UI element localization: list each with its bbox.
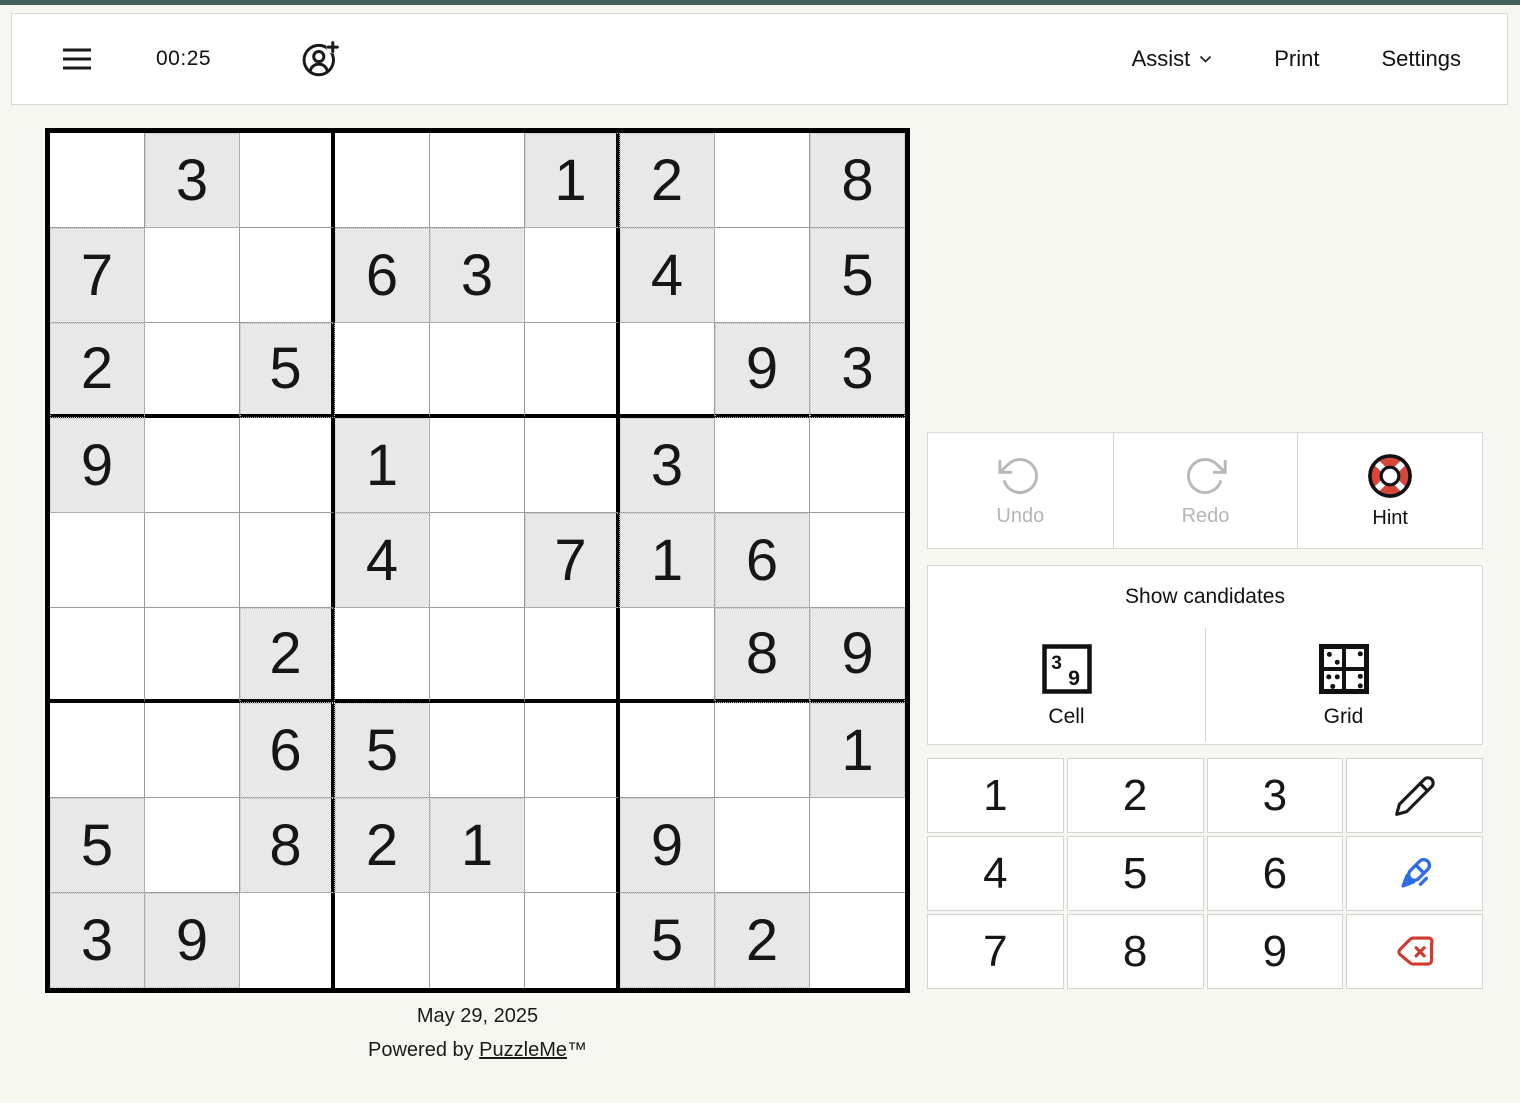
- hint-button[interactable]: [1297, 433, 1482, 548]
- cell-candidates-icon: [1040, 642, 1094, 696]
- numpad: [927, 758, 1483, 989]
- sudoku-cell-r9c5[interactable]: [430, 893, 525, 988]
- sudoku-cell-r7c6[interactable]: [525, 703, 620, 798]
- puzzleme-link[interactable]: PuzzleMe: [479, 1039, 567, 1061]
- sudoku-cell-r7c9[interactable]: 1: [810, 703, 905, 798]
- sudoku-cell-r8c5[interactable]: 1: [430, 798, 525, 893]
- sudoku-cell-r5c4[interactable]: 4: [335, 513, 430, 608]
- sudoku-cell-r4c1[interactable]: 9: [50, 418, 145, 513]
- sudoku-cell-r6c2[interactable]: [145, 608, 240, 703]
- digit-key-8[interactable]: 8: [1067, 914, 1204, 989]
- sudoku-cell-r4c6[interactable]: [525, 418, 620, 513]
- settings-button[interactable]: Settings: [1381, 46, 1461, 71]
- sudoku-cell-r3c3[interactable]: 5: [240, 323, 335, 418]
- add-player-button[interactable]: [299, 38, 341, 80]
- pen-key[interactable]: [1346, 836, 1483, 911]
- digit-key-1[interactable]: 1: [927, 758, 1064, 833]
- assist-label: Assist: [1131, 46, 1191, 71]
- sudoku-cell-r1c8[interactable]: [715, 133, 810, 228]
- erase-icon: [1393, 930, 1437, 974]
- redo-icon: [1183, 454, 1227, 498]
- sudoku-cell-r8c1[interactable]: 5: [50, 798, 145, 893]
- sudoku-cell-r1c6[interactable]: 1: [525, 133, 620, 228]
- sudoku-cell-r7c4[interactable]: 5: [335, 703, 430, 798]
- sudoku-cell-r7c2[interactable]: [145, 703, 240, 798]
- show-candidates-title: Show candidates: [1125, 585, 1285, 608]
- person-add-icon: [299, 38, 341, 80]
- sudoku-cell-r7c1[interactable]: [50, 703, 145, 798]
- sudoku-cell-r6c4[interactable]: [335, 608, 430, 703]
- candidates-options: [928, 626, 1482, 744]
- undo-label: Undo: [996, 504, 1045, 527]
- sudoku-cell-r5c8[interactable]: 6: [715, 513, 810, 608]
- redo-label: Redo: [1181, 504, 1230, 527]
- sudoku-cell-r3c8[interactable]: 9: [715, 323, 810, 418]
- sudoku-cell-r8c6[interactable]: [525, 798, 620, 893]
- sudoku-cell-r3c1[interactable]: 2: [50, 323, 145, 418]
- sudoku-cell-r1c2[interactable]: 3: [145, 133, 240, 228]
- sudoku-cell-r5c5[interactable]: [430, 513, 525, 608]
- sudoku-cell-r6c1[interactable]: [50, 608, 145, 703]
- menu-button[interactable]: [60, 45, 94, 73]
- sudoku-cell-r5c2[interactable]: [145, 513, 240, 608]
- sudoku-cell-r1c5[interactable]: [430, 133, 525, 228]
- sudoku-cell-r2c5[interactable]: 3: [430, 228, 525, 323]
- top-accent-strip: [0, 0, 1520, 5]
- board-footer: [45, 999, 910, 1067]
- hint-label: Hint: [1372, 506, 1408, 529]
- puzzle-date: May 29, 2025: [416, 1005, 539, 1027]
- sudoku-cell-r1c1[interactable]: [50, 133, 145, 228]
- sudoku-cell-r7c8[interactable]: [715, 703, 810, 798]
- actions-bar: [927, 432, 1483, 549]
- sudoku-cell-r9c3[interactable]: [240, 893, 335, 988]
- timer: 00:25: [156, 47, 212, 70]
- sudoku-cell-r8c8[interactable]: [715, 798, 810, 893]
- sudoku-cell-r8c3[interactable]: 8: [240, 798, 335, 893]
- digit-key-6[interactable]: 6: [1207, 836, 1344, 911]
- pencil-key[interactable]: [1346, 758, 1483, 833]
- sudoku-cell-r4c8[interactable]: [715, 418, 810, 513]
- trademark: ™: [566, 1039, 587, 1061]
- assist-menu[interactable]: [1132, 46, 1213, 72]
- sudoku-cell-r6c7[interactable]: [620, 608, 715, 703]
- digit-key-7[interactable]: 7: [927, 914, 1064, 989]
- sudoku-cell-r9c8[interactable]: 2: [715, 893, 810, 988]
- sudoku-board: [45, 128, 910, 993]
- sudoku-cell-r5c3[interactable]: [240, 513, 335, 608]
- chevron-down-icon: [1199, 55, 1212, 64]
- sudoku-cell-r4c4[interactable]: 1: [335, 418, 430, 513]
- sudoku-cell-r3c4[interactable]: [335, 323, 430, 418]
- sudoku-cell-r8c2[interactable]: [145, 798, 240, 893]
- show-candidates-panel: [927, 565, 1483, 745]
- sudoku-cell-r2c1[interactable]: 7: [50, 228, 145, 323]
- sudoku-cell-r4c5[interactable]: [430, 418, 525, 513]
- sudoku-cell-r2c2[interactable]: [145, 228, 240, 323]
- digit-key-2[interactable]: 2: [1067, 758, 1204, 833]
- sudoku-cell-r5c1[interactable]: [50, 513, 145, 608]
- sudoku-cell-r5c7[interactable]: 1: [620, 513, 715, 608]
- sudoku-cell-r4c7[interactable]: 3: [620, 418, 715, 513]
- digit-key-3[interactable]: 3: [1207, 758, 1344, 833]
- digit-key-5[interactable]: 5: [1067, 836, 1204, 911]
- sudoku-cell-r1c4[interactable]: [335, 133, 430, 228]
- header: [11, 13, 1508, 105]
- powered-by-prefix: Powered by: [368, 1039, 480, 1061]
- sudoku-cell-r4c9[interactable]: [810, 418, 905, 513]
- sudoku-cell-r2c9[interactable]: 5: [810, 228, 905, 323]
- sudoku-cell-r2c8[interactable]: [715, 228, 810, 323]
- redo-button[interactable]: [1113, 433, 1298, 548]
- lifebuoy-icon: [1366, 452, 1414, 500]
- sudoku-cell-r7c5[interactable]: [430, 703, 525, 798]
- sudoku-cell-r1c7[interactable]: 2: [620, 133, 715, 228]
- erase-key[interactable]: [1346, 914, 1483, 989]
- sudoku-cell-r8c9[interactable]: [810, 798, 905, 893]
- sudoku-cell-r6c6[interactable]: [525, 608, 620, 703]
- sudoku-cell-r6c9[interactable]: 9: [810, 608, 905, 703]
- cell-toggle-label: Cell: [1048, 704, 1085, 728]
- sudoku-cell-r9c6[interactable]: [525, 893, 620, 988]
- sudoku-cell-r7c3[interactable]: 6: [240, 703, 335, 798]
- sudoku-cell-r8c4[interactable]: 2: [335, 798, 430, 893]
- sudoku-cell-r3c5[interactable]: [430, 323, 525, 418]
- sudoku-cell-r2c6[interactable]: [525, 228, 620, 323]
- sudoku-cell-r9c1[interactable]: 3: [50, 893, 145, 988]
- sudoku-cell-r5c6[interactable]: 7: [525, 513, 620, 608]
- sudoku-cell-r2c3[interactable]: [240, 228, 335, 323]
- sudoku-cell-r6c3[interactable]: 2: [240, 608, 335, 703]
- grid-candidates-icon: [1317, 642, 1371, 696]
- sudoku-cell-r7c7[interactable]: [620, 703, 715, 798]
- sudoku-cell-r2c4[interactable]: 6: [335, 228, 430, 323]
- svg-text:3: 3: [1050, 652, 1062, 674]
- sudoku-cell-r4c3[interactable]: [240, 418, 335, 513]
- pencil-icon: [1393, 774, 1437, 818]
- candidates-grid-toggle[interactable]: [1205, 626, 1482, 744]
- svg-text:9: 9: [1067, 665, 1080, 690]
- sudoku-cell-r9c2[interactable]: 9: [145, 893, 240, 988]
- digit-key-9[interactable]: 9: [1207, 914, 1344, 989]
- sudoku-cell-r1c9[interactable]: 8: [810, 133, 905, 228]
- sudoku-cell-r8c7[interactable]: 9: [620, 798, 715, 893]
- pen-icon: [1392, 851, 1438, 897]
- sudoku-cell-r6c8[interactable]: 8: [715, 608, 810, 703]
- sudoku-cell-r9c9[interactable]: [810, 893, 905, 988]
- sudoku-cell-r6c5[interactable]: [430, 608, 525, 703]
- sudoku-cell-r9c4[interactable]: [335, 893, 430, 988]
- sudoku-cell-r2c7[interactable]: 4: [620, 228, 715, 323]
- print-button[interactable]: Print: [1274, 46, 1320, 71]
- digit-key-4[interactable]: 4: [927, 836, 1064, 911]
- sudoku-cell-r1c3[interactable]: [240, 133, 335, 228]
- sudoku-cell-r3c2[interactable]: [145, 323, 240, 418]
- sudoku-cell-r3c6[interactable]: [525, 323, 620, 418]
- header-nav: [1132, 46, 1461, 72]
- hamburger-icon: [60, 45, 94, 73]
- sudoku-cell-r3c7[interactable]: [620, 323, 715, 418]
- sudoku-cell-r5c9[interactable]: [810, 513, 905, 608]
- sudoku-cell-r9c7[interactable]: 5: [620, 893, 715, 988]
- sudoku-cell-r3c9[interactable]: 3: [810, 323, 905, 418]
- powered-by: [45, 1033, 910, 1067]
- undo-button[interactable]: [928, 433, 1113, 548]
- sudoku-cell-r4c2[interactable]: [145, 418, 240, 513]
- undo-icon: [998, 454, 1042, 498]
- grid-toggle-label: Grid: [1323, 704, 1364, 728]
- candidates-cell-toggle[interactable]: [928, 626, 1205, 744]
